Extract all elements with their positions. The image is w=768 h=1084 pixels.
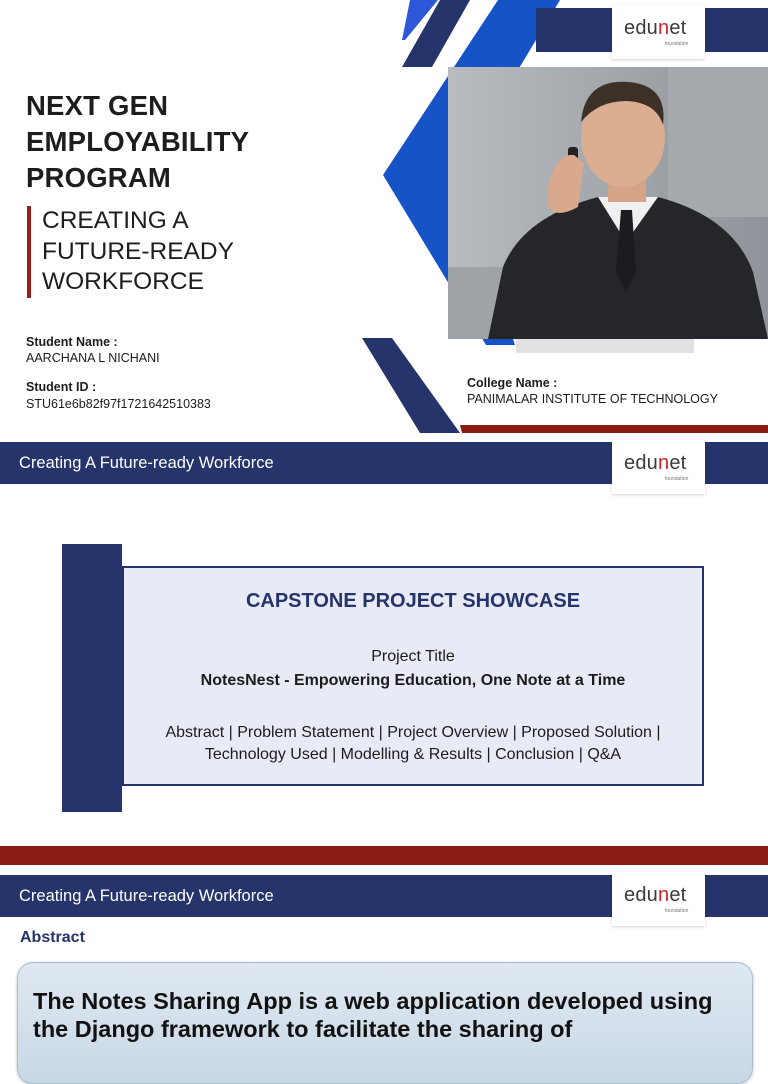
program-title-line: NEXT GEN <box>26 90 169 121</box>
logo-wordmark: edunet <box>624 884 687 906</box>
agenda-list: Abstract | Problem Statement | Project Overview | Proposed Solution | Technology Used | Modelling & Results | Conclusion | Q&A <box>165 724 661 763</box>
project-title-value: NotesNest - Empowering Education, One Note at a Time <box>200 672 626 689</box>
slide-header-title: Creating A Future-ready Workforce <box>19 887 274 905</box>
program-subtitle-line: FUTURE-READY <box>42 237 234 265</box>
logo-tagline: foundation <box>665 41 689 47</box>
program-subtitle <box>27 206 234 298</box>
businessman-on-phone-photo <box>448 67 768 339</box>
program-subtitle-line: WORKFORCE <box>42 268 204 295</box>
slide-separator-band <box>0 846 768 865</box>
slide-header-title: Creating A Future-ready Workforce <box>19 454 274 472</box>
program-title-line: PROGRAM <box>26 162 172 193</box>
logo-tagline: foundation <box>665 908 689 914</box>
program-title-line: EMPLOYABILITY <box>26 126 250 157</box>
program-title <box>26 88 249 196</box>
logo-tagline: foundation <box>665 476 689 482</box>
student-name-value: AARCHANA L NICHANI <box>26 351 160 365</box>
title-slide <box>0 0 768 433</box>
abstract-text: The Notes Sharing App is a web application developed using the Django framework to facilitate the sharing of <box>33 988 713 1042</box>
section-title: Abstract <box>20 929 85 946</box>
college-name-value: PANIMALAR INSTITUTE OF TECHNOLOGY <box>467 392 718 406</box>
showcase-box <box>122 566 704 786</box>
accent-block <box>62 544 122 812</box>
logo-wordmark: edunet <box>624 452 687 474</box>
edunet-logo <box>612 872 705 926</box>
abstract-slide <box>0 872 768 1042</box>
edunet-logo <box>612 5 705 59</box>
logo-wordmark: edunet <box>624 17 687 39</box>
program-subtitle-line: CREATING A <box>42 207 189 234</box>
edunet-logo <box>612 440 705 494</box>
capstone-slide <box>0 442 768 838</box>
student-id-label: Student ID : <box>26 380 97 394</box>
showcase-title: CAPSTONE PROJECT SHOWCASE <box>245 590 581 612</box>
college-name-label: College Name : <box>467 376 558 390</box>
student-name-label: Student Name : <box>26 335 118 349</box>
project-title-label: Project Title <box>371 648 455 665</box>
abstract-box <box>17 962 753 1084</box>
student-id-value: STU61e6b82f97f1721642510383 <box>26 397 211 411</box>
